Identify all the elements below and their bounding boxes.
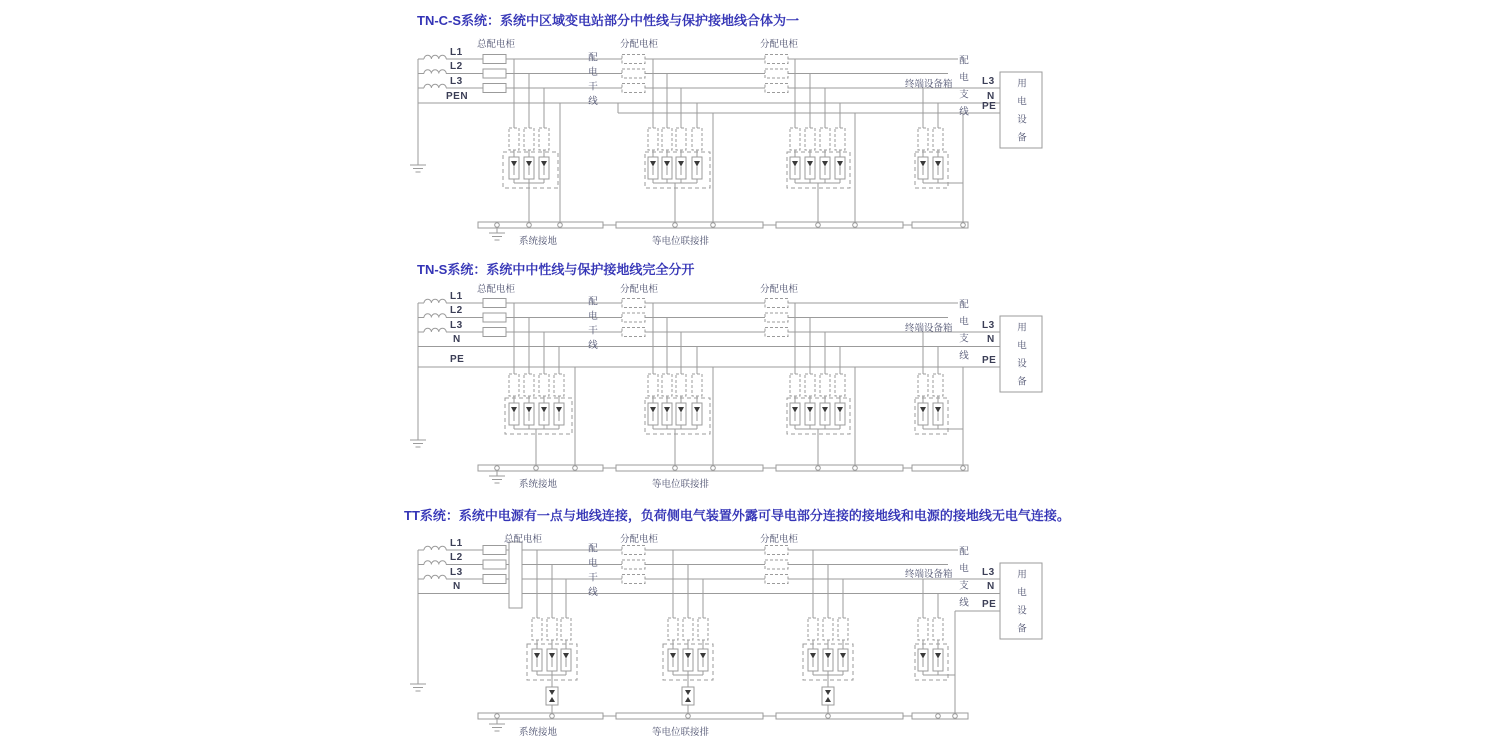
branch-line-vertical-text: 配电支线 bbox=[957, 546, 968, 614]
terminal-box-label: 终端设备箱 bbox=[905, 569, 953, 580]
equipotential-busbar-label: 等电位联接排 bbox=[652, 727, 710, 738]
right-label-l3: L3 bbox=[982, 567, 995, 578]
right-label-l3: L3 bbox=[982, 76, 995, 87]
line-label-l2: L2 bbox=[450, 61, 463, 72]
right-label-pe: PE bbox=[982, 355, 997, 366]
terminal-box-label: 终端设备箱 bbox=[905, 323, 953, 334]
system-ground-label: 系统接地 bbox=[519, 236, 558, 247]
equipotential-busbar-label: 等电位联接排 bbox=[652, 236, 710, 247]
equipment-box-text: 用电设备 bbox=[1015, 322, 1026, 394]
line-label-n: N bbox=[453, 581, 461, 592]
cabinet-label-main: 总配电柜 bbox=[504, 534, 543, 545]
right-label-l3: L3 bbox=[982, 320, 995, 331]
right-label-pe: PE bbox=[982, 101, 997, 112]
equipment-box-text: 用电设备 bbox=[1015, 569, 1026, 641]
line-label-l3: L3 bbox=[450, 567, 463, 578]
cabinet-label-sub1: 分配电柜 bbox=[620, 39, 659, 50]
section-title-tt: TT系统：系统中电源有一点与地线连接，负荷侧电气装置外露可导电部分连接的接地线和电源的接地线无电气连接。 bbox=[404, 508, 1070, 523]
branch-line-vertical-text: 配电支线 bbox=[957, 299, 968, 367]
section-title-tncs: TN-C-S系统：系统中区域变电站部分中性线与保护接地线合体为一 bbox=[417, 13, 800, 28]
line-label-l1: L1 bbox=[450, 47, 463, 58]
cabinet-label-sub1: 分配电柜 bbox=[620, 284, 659, 295]
line-label-l3: L3 bbox=[450, 76, 463, 87]
cabinet-label-sub1: 分配电柜 bbox=[620, 534, 659, 545]
cabinet-label-main: 总配电柜 bbox=[477, 284, 516, 295]
cabinet-label-sub2: 分配电柜 bbox=[760, 534, 799, 545]
system-ground-label: 系统接地 bbox=[519, 479, 558, 490]
line-label-l1: L1 bbox=[450, 291, 463, 302]
cabinet-label-sub2: 分配电柜 bbox=[760, 39, 799, 50]
line-label-pen: PEN bbox=[446, 91, 469, 102]
right-label-pe: PE bbox=[982, 599, 997, 610]
terminal-box-label: 终端设备箱 bbox=[905, 79, 953, 90]
line-label-pe: PE bbox=[450, 354, 465, 365]
line-label-l2: L2 bbox=[450, 305, 463, 316]
right-label-n: N bbox=[987, 581, 995, 592]
line-label-l3: L3 bbox=[450, 320, 463, 331]
trunk-line-vertical-text: 配电干线 bbox=[586, 52, 597, 110]
cabinet-label-sub2: 分配电柜 bbox=[760, 284, 799, 295]
equipment-box-text: 用电设备 bbox=[1015, 78, 1026, 150]
trunk-line-vertical-text: 配电干线 bbox=[586, 543, 597, 601]
equipotential-busbar-label: 等电位联接排 bbox=[652, 479, 710, 490]
line-label-n: N bbox=[453, 334, 461, 345]
cabinet-label-main: 总配电柜 bbox=[477, 39, 516, 50]
right-label-n: N bbox=[987, 334, 995, 345]
branch-line-vertical-text: 配电支线 bbox=[957, 55, 968, 123]
section-title-tns: TN-S系统：系统中中性线与保护接地线完全分开 bbox=[417, 262, 695, 277]
line-label-l2: L2 bbox=[450, 552, 463, 563]
right-label-n: N bbox=[987, 91, 995, 102]
system-ground-label: 系统接地 bbox=[519, 727, 558, 738]
trunk-line-vertical-text: 配电干线 bbox=[586, 296, 597, 354]
line-label-l1: L1 bbox=[450, 538, 463, 549]
